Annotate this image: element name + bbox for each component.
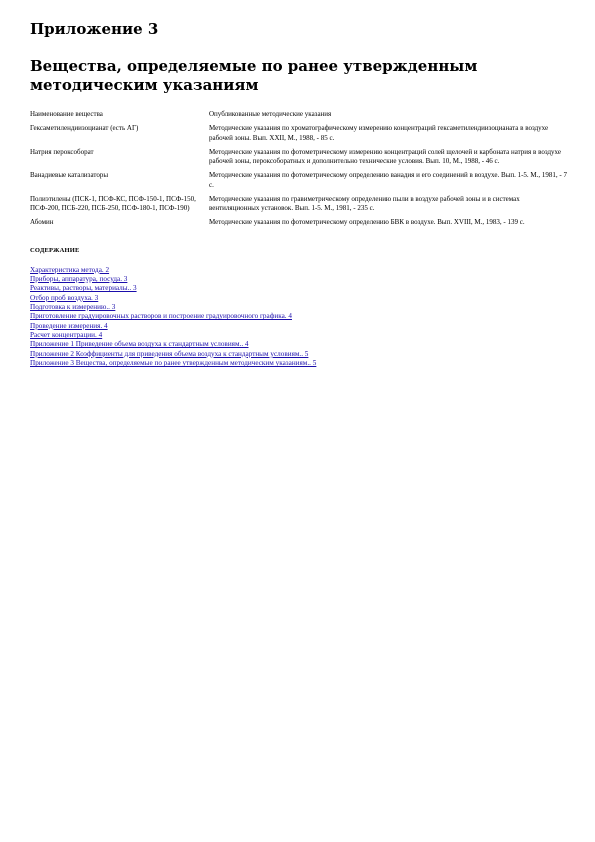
substance-name: Полиэтилены (ПСК-1, ПСФ-КС, ПСФ-150-1, ПСФ-150, ПСФ-200, ПСБ-220, ПСБ-250, ПСФ-180-1, ПСФ-190) [30,194,196,213]
guideline-reference: Методические указания по фотометрическому определению ванадия и его соединений в воздухе. Вып. 1-5. М., 1981, - 7 с. [209,171,567,189]
column-header-substance: Наименование вещества [30,110,103,119]
guideline-reference: Методические указания по фотометрическому измерению концентраций солей щелочей и карбоната натрия в воздухе рабочей зоны, пероксоборатных и дополнительно технические условия. Вып. 10, М., 1988, - 46 с. [209,147,561,166]
substance-name: Гексаметилендиизоцианат (есть АГ) [30,124,139,133]
table-row [30,218,570,232]
toc-link[interactable]: Приборы, аппаратура, посуда. 3 [30,274,128,283]
guideline-reference: Методические указания по хроматографическому измерению концентраций гексаметилендиизоцианата в воздухе рабочей зоны. Вып. XXII, М., 1988, - 85 с. [209,124,549,142]
substance-name: Абомин [30,218,54,227]
table-row [30,171,570,194]
toc-title: СОДЕРЖАНИЕ [30,246,80,254]
guideline-reference: Методические указания по фотометрическому определению БВК в воздухе. Вып. XVIII, М., 1983, - 139 с. [209,218,525,227]
table-row [30,195,570,218]
appendix-subtitle: Вещества, определяемые по ранее утвержденным методическим указаниям [30,56,478,94]
toc-link[interactable]: Расчет концентрации. 4 [30,331,103,340]
toc-link[interactable]: Отбор проб воздуха. 3 [30,293,99,302]
appendix-title: Приложение 3 [30,20,159,38]
guideline-reference: Методические указания по гравиметрическому определению пыли в воздухе рабочей зоны и в системах вентиляционных установок. Вып. 1-5. М., 1981, - 235 с. [209,194,520,213]
table-of-contents [30,266,570,369]
toc-link[interactable]: Проведение измерения. 4 [30,321,108,330]
toc-link[interactable]: Подготовка к измерению.. 3 [30,303,116,312]
toc-link[interactable]: Реактивы, растворы, материалы.. 3 [30,284,137,293]
toc-link[interactable]: Характеристика метода. 2 [30,265,110,274]
substances-table [30,110,570,232]
toc-link[interactable]: Приложение 2 Коэффициенты для приведения объема воздуха к стандартным условиям.. 5 [30,349,309,358]
table-header-row [30,110,570,124]
substance-name: Ванадиевые катализаторы [30,171,109,180]
document-page [30,20,570,369]
table-row [30,124,570,147]
toc-link[interactable]: Приготовление градуировочных растворов и построение градуировочного графика. 4 [30,312,292,321]
toc-link[interactable]: Приложение 3 Вещества, определяемые по ранее утвержденным методическим указаниям.. 5 [30,359,317,368]
column-header-guidelines: Опубликованные методические указания [209,110,332,119]
table-row [30,148,570,171]
toc-link[interactable]: Приложение 1 Приведение объема воздуха к стандартным условиям.. 4 [30,340,249,349]
substance-name: Натрия пероксоборат [30,147,94,156]
